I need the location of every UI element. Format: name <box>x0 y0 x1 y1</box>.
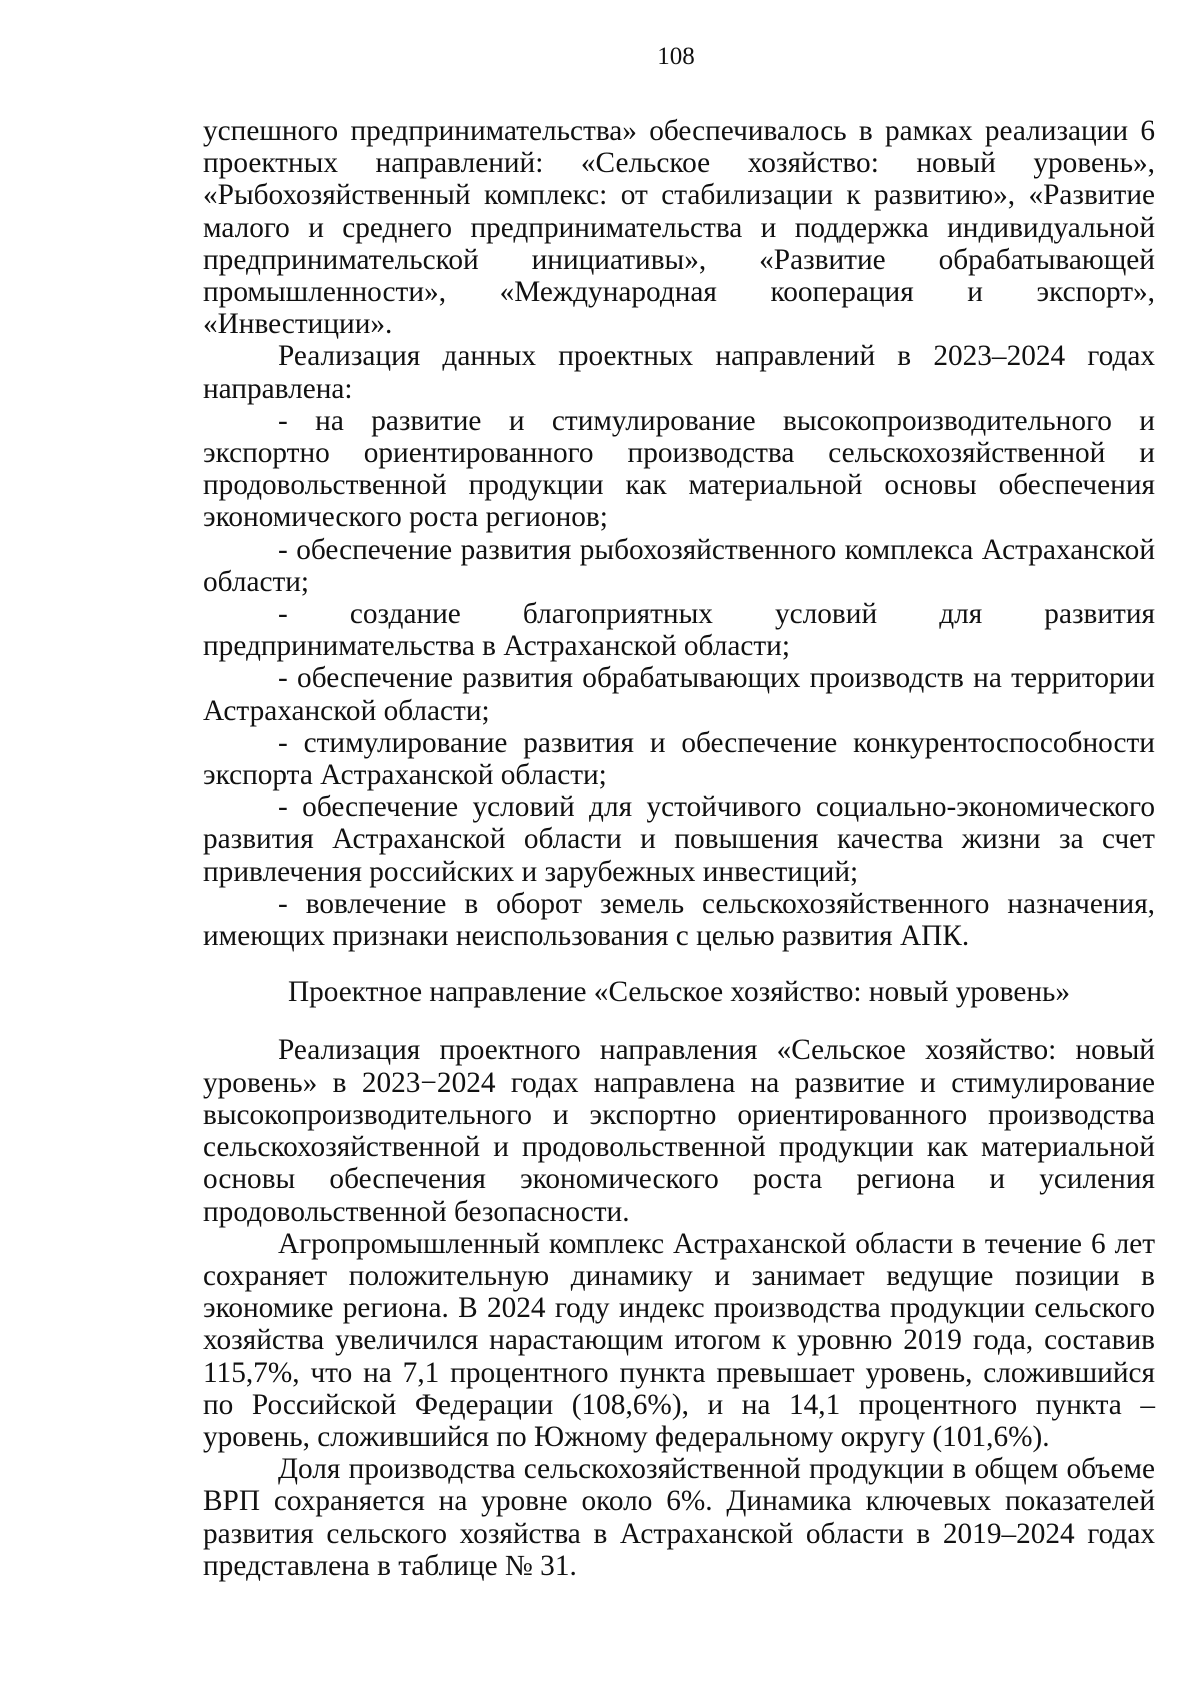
section-paragraph: Агропромышленный комплекс Астраханской области в течение 6 лет сохраняет положительную динамику и занимает ведущие позиции в экономике региона. В 2024 году индекс производства продукции сельского хозяйства увеличился нарастающим итогом к уровню 2019 года, составив 115,7%, что на 7,1 процентного пункта превышает уровень, сложившийся по Российской Федерации (108,6%), и на 14,1 процентного пункта – уровень, сложившийся по Южному федеральному округу (101,6%). <box>203 1227 1155 1453</box>
list-item: - обеспечение развития обрабатывающих производств на территории Астраханской области; <box>203 662 1155 727</box>
list-item: - создание благоприятных условий для развития предпринимательства в Астраханской области; <box>203 598 1155 663</box>
page-number: 108 <box>657 43 695 70</box>
list-item: - обеспечение развития рыбохозяйственного комплекса Астраханской области; <box>203 533 1155 598</box>
intro-paragraph: успешного предпринимательства» обеспечивалось в рамках реализации 6 проектных направлений: «Сельское хозяйство: новый уровень», «Рыбохозяйственный комплекс: от стабилизации к развитию», «Развитие малого и среднего предпринимательства и поддержка индивидуальной предпринимательской инициативы», «Развитие обрабатывающей промышленности», «Международная кооперация и экспорт», «Инвестиции». <box>203 115 1155 341</box>
section-heading: Проектное направление «Сельское хозяйство: новый уровень» <box>287 976 1071 1009</box>
list-item: - стимулирование развития и обеспечение конкурентоспособности экспорта Астраханской области; <box>203 726 1155 792</box>
section-paragraph: Реализация проектного направления «Сельское хозяйство: новый уровень» в 2023−2024 годах направлена на развитие и стимулирование высокопроизводительного и экспортно ориентированного производства сельскохозяйственной и продовольственной продукции как материальной основы обеспечения экономического роста региона и усиления продовольственной безопасности. <box>203 1034 1155 1228</box>
directions-intro-paragraph: Реализация данных проектных направлений в 2023–2024 годах направлена: <box>203 340 1155 405</box>
section-paragraph: Доля производства сельскохозяйственной продукции в общем объеме ВРП сохраняется на уровне около 6%. Динамика ключевых показателей развития сельского хозяйства в Астраханской области в 2019–2024 годах представлена в таблице № 31. <box>203 1453 1155 1582</box>
list-item: - обеспечение условий для устойчивого социально-экономического развития Астраханской области и повышения качества жизни за счет привлечения российских и зарубежных инвестиций; <box>203 791 1155 888</box>
page-body <box>203 115 1155 1582</box>
list-item: - вовлечение в оборот земель сельскохозяйственного назначения, имеющих признаки неиспользования с целью развития АПК. <box>203 887 1155 953</box>
directions-list <box>203 405 1155 952</box>
list-item: - на развитие и стимулирование высокопроизводительного и экспортно ориентированного производства сельскохозяйственной и продовольственной продукции как материальной основы обеспечения экономического роста регионов; <box>203 404 1155 534</box>
